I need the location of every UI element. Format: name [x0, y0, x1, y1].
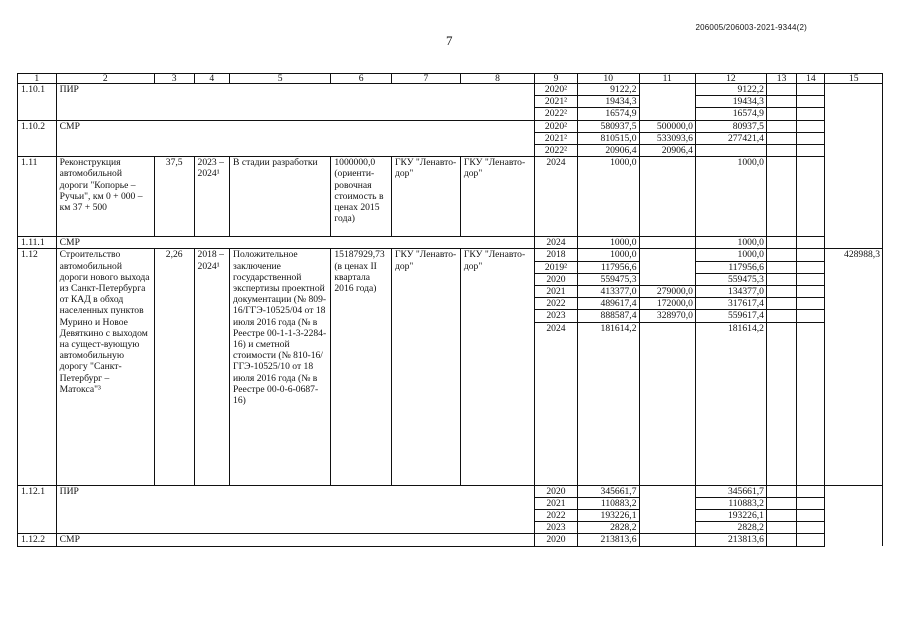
status-cell: Положительное заключение государственной экспертизы проектной документации (№ 809-16/ГГЭ-10525/04 от 18 июля 2016 года (№ в Реестре 00-1-1-3-2284-16) и сметной стоимости (№ 810-16/ГГЭ-10525/10 от 18 июля 2016 года (№ в Реестре 00-0-6-0687-16)	[230, 249, 331, 485]
federal-cell	[639, 273, 695, 285]
total-cell: 345661,7	[577, 485, 639, 497]
regional-cell: 559475,3	[695, 273, 766, 285]
empty-cell	[825, 145, 883, 157]
row-code: 1.12	[18, 249, 57, 485]
regional-cell: 181614,2	[695, 322, 766, 485]
document-number: 206005/206003-2021-9344(2)	[695, 23, 807, 32]
empty-cell	[825, 485, 883, 497]
empty-cell	[825, 237, 883, 249]
total-cell: 810515,0	[577, 132, 639, 144]
row-name: Строительство автомобильной дороги нового выхода из Санкт-Петербурга от КАД в обход населенных пунктов Мурино и Новое Девяткино с выходом на сущест-вующую автомобильную дорогу "Санкт-Петербург – Матокса"³	[56, 249, 154, 485]
year-cell: 2022	[535, 510, 578, 522]
length-cell: 2,26	[154, 249, 194, 485]
year-cell: 2019²	[535, 261, 578, 273]
total-cell: 117956,6	[577, 261, 639, 273]
col-header: 10	[577, 74, 639, 84]
year-cell: 2024	[535, 322, 578, 485]
regional-cell	[695, 145, 766, 157]
financing-table	[17, 73, 883, 547]
cost-cell: 15187929,73 (в ценах II квартала 2016 года)	[331, 249, 392, 485]
empty-cell	[797, 298, 825, 310]
total-cell: 1000,0	[577, 237, 639, 249]
regional-cell: 277421,4	[695, 132, 766, 144]
empty-cell	[825, 96, 883, 108]
regional-cell: 559617,4	[695, 310, 766, 322]
federal-cell	[639, 322, 695, 485]
empty-cell	[825, 497, 883, 509]
empty-cell	[766, 96, 796, 108]
empty-cell	[766, 108, 796, 120]
table-row	[18, 237, 883, 249]
col-header: 12	[695, 74, 766, 84]
empty-cell	[797, 84, 825, 96]
empty-cell	[766, 273, 796, 285]
empty-cell	[797, 132, 825, 144]
total-cell: 2828,2	[577, 522, 639, 534]
row-code: 1.11	[18, 157, 57, 237]
regional-cell: 2828,2	[695, 522, 766, 534]
total-cell: 580937,5	[577, 120, 639, 132]
federal-cell	[639, 510, 695, 522]
table-row	[18, 485, 883, 497]
col-header: 11	[639, 74, 695, 84]
empty-cell	[797, 108, 825, 120]
total-cell: 9122,2	[577, 84, 639, 96]
regional-cell: 213813,6	[695, 534, 766, 546]
col15-cell: 428988,3	[825, 249, 883, 485]
regional-cell: 80937,5	[695, 120, 766, 132]
row-name: ПИР	[56, 84, 534, 121]
empty-cell	[766, 510, 796, 522]
regional-cell: 110883,2	[695, 497, 766, 509]
row-name: Реконструкция автомобильной дороги "Копорье – Ручьи", км 0 + 000 – км 37 + 500	[56, 157, 154, 237]
empty-cell	[797, 145, 825, 157]
federal-cell	[639, 237, 695, 249]
federal-cell: 328970,0	[639, 310, 695, 322]
empty-cell	[797, 237, 825, 249]
total-cell: 489617,4	[577, 298, 639, 310]
year-cell: 2023	[535, 522, 578, 534]
table-row	[18, 157, 883, 237]
col-header: 15	[825, 74, 883, 84]
empty-cell	[766, 132, 796, 144]
total-cell: 110883,2	[577, 497, 639, 509]
table-row	[18, 84, 883, 96]
total-cell: 1000,0	[577, 157, 639, 237]
col-header: 2	[56, 74, 154, 84]
federal-cell	[639, 96, 695, 108]
year-cell: 2022²	[535, 108, 578, 120]
empty-cell	[797, 273, 825, 285]
federal-cell	[639, 485, 695, 497]
empty-cell	[766, 237, 796, 249]
total-cell: 888587,4	[577, 310, 639, 322]
regional-cell: 193226,1	[695, 510, 766, 522]
empty-cell	[797, 261, 825, 273]
total-cell: 559475,3	[577, 273, 639, 285]
row-name: СМР	[56, 237, 534, 249]
col-header: 9	[535, 74, 578, 84]
year-cell: 2021²	[535, 132, 578, 144]
developer-cell: ГКУ "Ленавто-дор"	[460, 249, 534, 485]
customer-cell: ГКУ "Ленавто-дор"	[391, 157, 460, 237]
empty-cell	[766, 310, 796, 322]
empty-cell	[825, 534, 883, 546]
year-cell: 2020	[535, 485, 578, 497]
federal-cell	[639, 108, 695, 120]
empty-cell	[766, 249, 796, 261]
col-header: 5	[230, 74, 331, 84]
federal-cell: 20906,4	[639, 145, 695, 157]
total-cell: 20906,4	[577, 145, 639, 157]
empty-cell	[766, 286, 796, 298]
federal-cell	[639, 534, 695, 546]
period-cell: 2023 – 2024¹	[194, 157, 230, 237]
regional-cell: 1000,0	[695, 157, 766, 237]
regional-cell: 117956,6	[695, 261, 766, 273]
empty-cell	[797, 310, 825, 322]
empty-cell	[797, 485, 825, 497]
year-cell: 2024	[535, 157, 578, 237]
row-name: ПИР	[56, 485, 534, 534]
federal-cell	[639, 249, 695, 261]
total-cell: 413377,0	[577, 286, 639, 298]
empty-cell	[825, 132, 883, 144]
empty-cell	[797, 510, 825, 522]
col-header: 6	[331, 74, 392, 84]
col-header: 8	[460, 74, 534, 84]
empty-cell	[766, 145, 796, 157]
table-header-row	[18, 74, 883, 84]
col-header: 1	[18, 74, 57, 84]
regional-cell: 1000,0	[695, 237, 766, 249]
total-cell: 19434,3	[577, 96, 639, 108]
empty-cell	[825, 157, 883, 237]
empty-cell	[766, 120, 796, 132]
federal-cell	[639, 261, 695, 273]
empty-cell	[825, 84, 883, 96]
federal-cell	[639, 84, 695, 96]
empty-cell	[766, 84, 796, 96]
col-header: 7	[391, 74, 460, 84]
row-name: СМР	[56, 120, 534, 157]
total-cell: 193226,1	[577, 510, 639, 522]
empty-cell	[825, 108, 883, 120]
year-cell: 2020²	[535, 84, 578, 96]
empty-cell	[766, 298, 796, 310]
year-cell: 2020	[535, 273, 578, 285]
federal-cell: 172000,0	[639, 298, 695, 310]
total-cell: 1000,0	[577, 249, 639, 261]
row-code: 1.10.1	[18, 84, 57, 121]
federal-cell: 500000,0	[639, 120, 695, 132]
federal-cell	[639, 497, 695, 509]
regional-cell: 9122,2	[695, 84, 766, 96]
col-header: 4	[194, 74, 230, 84]
empty-cell	[825, 120, 883, 132]
empty-cell	[766, 522, 796, 534]
col-header: 14	[797, 74, 825, 84]
col-header: 13	[766, 74, 796, 84]
regional-cell: 134377,0	[695, 286, 766, 298]
empty-cell	[825, 522, 883, 534]
total-cell: 213813,6	[577, 534, 639, 546]
regional-cell: 345661,7	[695, 485, 766, 497]
row-name: СМР	[56, 534, 534, 546]
table-row	[18, 249, 883, 261]
regional-cell: 16574,9	[695, 108, 766, 120]
page-number: 7	[446, 33, 453, 48]
length-cell: 37,5	[154, 157, 194, 237]
empty-cell	[797, 534, 825, 546]
col-header: 3	[154, 74, 194, 84]
empty-cell	[825, 510, 883, 522]
year-cell: 2020	[535, 534, 578, 546]
table-row	[18, 120, 883, 132]
regional-cell: 19434,3	[695, 96, 766, 108]
regional-cell: 317617,4	[695, 298, 766, 310]
federal-cell	[639, 522, 695, 534]
developer-cell: ГКУ "Ленавто-дор"	[460, 157, 534, 237]
year-cell: 2024	[535, 237, 578, 249]
empty-cell	[797, 249, 825, 261]
period-cell: 2018 – 2024¹	[194, 249, 230, 485]
empty-cell	[797, 157, 825, 237]
year-cell: 2020²	[535, 120, 578, 132]
empty-cell	[797, 322, 825, 485]
row-code: 1.10.2	[18, 120, 57, 157]
federal-cell: 533093,6	[639, 132, 695, 144]
empty-cell	[766, 497, 796, 509]
customer-cell: ГКУ "Ленавто-дор"	[391, 249, 460, 485]
empty-cell	[797, 286, 825, 298]
empty-cell	[766, 485, 796, 497]
regional-cell: 1000,0	[695, 249, 766, 261]
row-code: 1.12.2	[18, 534, 57, 546]
empty-cell	[797, 96, 825, 108]
year-cell: 2022	[535, 298, 578, 310]
year-cell: 2021	[535, 497, 578, 509]
table-row	[18, 534, 883, 546]
year-cell: 2022²	[535, 145, 578, 157]
empty-cell	[766, 322, 796, 485]
row-code: 1.12.1	[18, 485, 57, 534]
empty-cell	[797, 120, 825, 132]
cost-cell: 1000000,0 (ориенти-ровочная стоимость в ценах 2015 года)	[331, 157, 392, 237]
year-cell: 2023	[535, 310, 578, 322]
year-cell: 2021²	[535, 96, 578, 108]
empty-cell	[797, 522, 825, 534]
status-cell: В стадии разработки	[230, 157, 331, 237]
row-code: 1.11.1	[18, 237, 57, 249]
federal-cell	[639, 157, 695, 237]
empty-cell	[766, 261, 796, 273]
empty-cell	[766, 534, 796, 546]
total-cell: 181614,2	[577, 322, 639, 485]
empty-cell	[766, 157, 796, 237]
year-cell: 2021	[535, 286, 578, 298]
year-cell: 2018	[535, 249, 578, 261]
federal-cell: 279000,0	[639, 286, 695, 298]
total-cell: 16574,9	[577, 108, 639, 120]
empty-cell	[797, 497, 825, 509]
